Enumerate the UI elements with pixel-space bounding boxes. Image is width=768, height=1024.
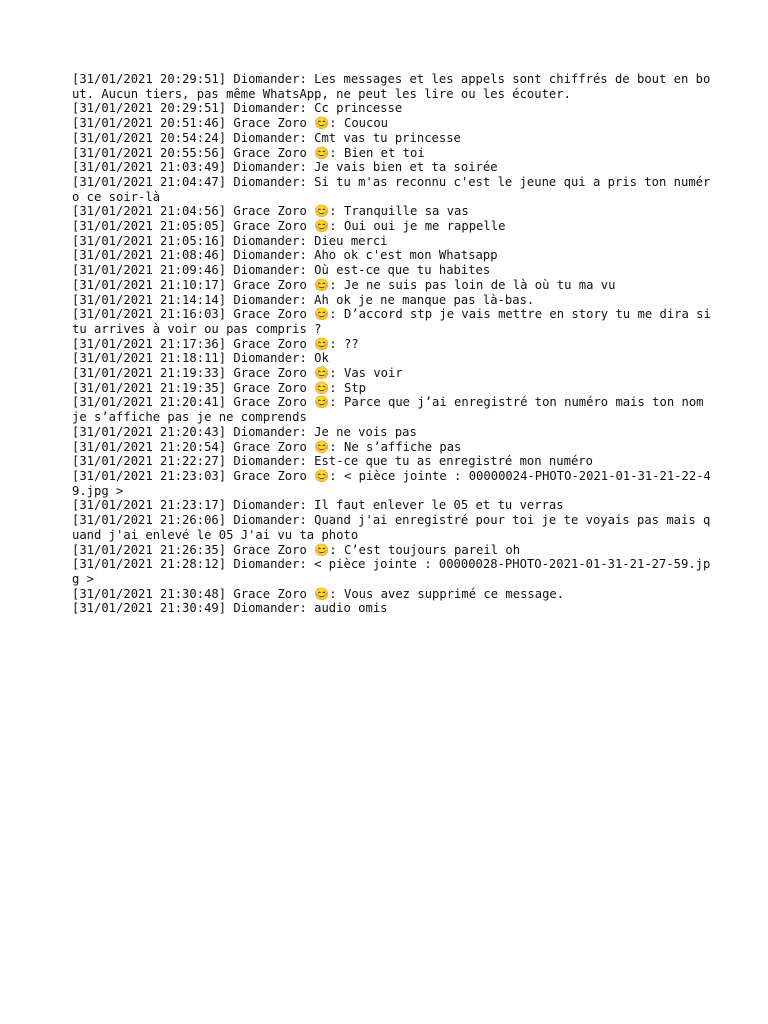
message-line: [31/01/2021 21:23:03] Grace Zoro 😊: < pièce jointe : 00000024-PHOTO-2021-01-31-21-22-49.jpg > bbox=[72, 468, 711, 498]
message-line: [31/01/2021 21:03:49] Diomander: Je vais bien et ta soirée bbox=[72, 160, 498, 175]
message-line: [31/01/2021 21:20:43] Diomander: Je ne vois pas bbox=[72, 424, 417, 439]
message-line: [31/01/2021 21:26:06] Diomander: Quand j'ai enregistré pour toi je te voyais pas mais quand j'ai enlevé le 05 J'ai vu ta photo bbox=[72, 513, 711, 542]
message-line: [31/01/2021 21:04:56] Grace Zoro 😊: Tranquille sa vas bbox=[72, 204, 469, 219]
message-line: [31/01/2021 21:28:12] Diomander: < pièce jointe : 00000028-PHOTO-2021-01-31-21-27-59.jpg > bbox=[72, 557, 711, 586]
message-line: [31/01/2021 20:54:24] Diomander: Cmt vas tu princesse bbox=[72, 130, 461, 145]
message-line: [31/01/2021 21:05:05] Grace Zoro 😊: Oui oui je me rappelle bbox=[72, 219, 506, 234]
message-line: [31/01/2021 21:05:16] Diomander: Dieu merci bbox=[72, 233, 388, 248]
message-line: [31/01/2021 21:10:17] Grace Zoro 😊: Je ne suis pas loin de là où tu ma vu bbox=[72, 277, 616, 292]
message-line: [31/01/2021 21:16:03] Grace Zoro 😊: D’accord stp je vais mettre en story tu me dira si tu arrives à voir ou pas compris ? bbox=[72, 307, 719, 336]
message-line: [31/01/2021 21:17:36] Grace Zoro 😊: ?? bbox=[72, 336, 359, 351]
message-line: [31/01/2021 21:20:54] Grace Zoro 😊: Ne s’affiche pas bbox=[72, 439, 462, 454]
message-line: [31/01/2021 21:08:46] Diomander: Aho ok c'est mon Whatsapp bbox=[72, 248, 498, 263]
message-line: [31/01/2021 20:29:51] Diomander: Cc princesse bbox=[72, 101, 403, 116]
message-line: [31/01/2021 20:55:56] Grace Zoro 😊: Bien et toi bbox=[72, 145, 425, 160]
message-line: [31/01/2021 21:09:46] Diomander: Où est-ce que tu habites bbox=[72, 263, 491, 278]
message-line: [31/01/2021 20:29:51] Diomander: Les messages et les appels sont chiffrés de bout en bout. Aucun tiers, pas même WhatsApp, ne peut les lire ou les écouter. bbox=[72, 72, 711, 101]
message-line: [31/01/2021 21:19:35] Grace Zoro 😊: Stp bbox=[72, 380, 366, 395]
message-line: [31/01/2021 21:30:48] Grace Zoro 😊: Vous avez supprimé ce message. bbox=[72, 586, 565, 601]
message-line: [31/01/2021 21:04:47] Diomander: Si tu m'as reconnu c'est le jeune qui a pris ton numéro ce soir-là bbox=[72, 174, 711, 204]
message-line: [31/01/2021 20:51:46] Grace Zoro 😊: Coucou bbox=[72, 116, 389, 131]
message-line: [31/01/2021 21:20:41] Grace Zoro 😊: Parce que j’ai enregistré ton numéro mais ton nom je s’affiche pas je ne comprends bbox=[72, 395, 711, 425]
message-line: [31/01/2021 21:30:49] Diomander: audio omis bbox=[72, 601, 388, 616]
message-line: [31/01/2021 21:19:33] Grace Zoro 😊: Vas voir bbox=[72, 366, 403, 381]
chat-transcript bbox=[72, 72, 719, 616]
message-line: [31/01/2021 21:23:17] Diomander: Il faut enlever le 05 et tu verras bbox=[72, 498, 564, 513]
message-line: [31/01/2021 21:14:14] Diomander: Ah ok je ne manque pas là-bas. bbox=[72, 292, 535, 307]
message-line: [31/01/2021 21:18:11] Diomander: Ok bbox=[72, 351, 329, 366]
message-line: [31/01/2021 21:22:27] Diomander: Est-ce que tu as enregistré mon numéro bbox=[72, 454, 593, 469]
message-line: [31/01/2021 21:26:35] Grace Zoro 😊: C’est toujours pareil oh bbox=[72, 542, 521, 557]
